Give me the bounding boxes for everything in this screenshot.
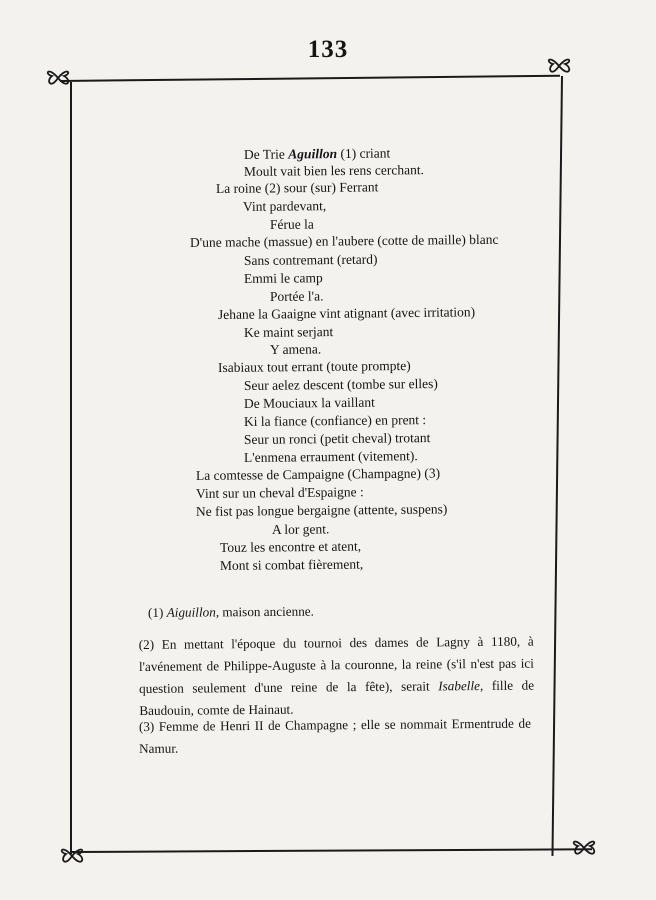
poem-line: Vint sur un cheval d'Espaigne : <box>195 484 364 501</box>
poem-line: Ne fist pas longue bergaigne (attente, suspens) <box>195 501 448 519</box>
frame-top-border <box>60 75 560 82</box>
page-number: 133 <box>307 36 349 63</box>
poem-line: La roine (2) sour (sur) Ferrant <box>215 179 379 196</box>
footnote: (2) En mettant l'époque du tournoi des dames de Lagny à 1180, à l'avénement de Philippe-Auguste à la couronne, la reine (s'il n'est pas ici question seulement d'une reine de la fête), serait Isabelle, fille de Baudouin, comte de Hainaut. <box>138 633 535 718</box>
poem-line: Ki la fiance (confiance) en prent : <box>243 412 427 429</box>
poem-line: Y amena. <box>269 341 322 357</box>
poem-line: Mont si combat fièrement, <box>219 556 364 573</box>
poem-line: Jehane la Gaaigne vint atignant (avec irritation) <box>217 304 476 322</box>
poem-line: La comtesse de Campaigne (Champagne) (3) <box>195 465 441 483</box>
poem-line: De Mouciaux la vaillant <box>243 394 375 411</box>
frame-left-border <box>70 82 72 854</box>
corner-ornament-icon <box>44 64 72 92</box>
poem-line: Touz les encontre et atent, <box>219 538 362 555</box>
poem-line: Vint pardevant, <box>242 198 327 214</box>
corner-ornament-icon <box>545 52 573 80</box>
poem-line: A lor gent. <box>271 521 330 537</box>
poem-line: L'enmena erraument (vitement). <box>243 448 418 465</box>
footnote: (3) Femme de Henri II de Champagne ; elle se nommait Ermentrude de Namur. <box>138 715 531 756</box>
corner-ornament-icon <box>58 842 86 870</box>
poem-line: Emmi le camp <box>243 270 323 286</box>
poem-line: Seur aelez descent (tombe sur elles) <box>243 375 438 393</box>
poem-line: De Trie Aguillon (1) criant <box>243 145 391 162</box>
poem-line: Isabiaux tout errant (toute prompte) <box>217 357 411 375</box>
poem-line: Ke maint serjant <box>243 324 334 340</box>
footnote: (1) Aiguillon, maison ancienne. <box>147 603 314 620</box>
poem-line: D'une mache (massue) en l'aubere (cotte de maille) blanc <box>189 231 499 250</box>
poem-line: Sans contremant (retard) <box>243 251 378 268</box>
corner-ornament-icon <box>570 834 598 862</box>
poem-line: Férue la <box>269 216 314 232</box>
frame-right-border <box>551 76 563 856</box>
poem-line: Moult vait bien les rens cerchant. <box>243 162 425 179</box>
poem-line: Portée l'a. <box>269 288 324 304</box>
frame-bottom-border <box>72 848 592 853</box>
poem-line: Seur un ronci (petit cheval) trotant <box>243 430 431 447</box>
